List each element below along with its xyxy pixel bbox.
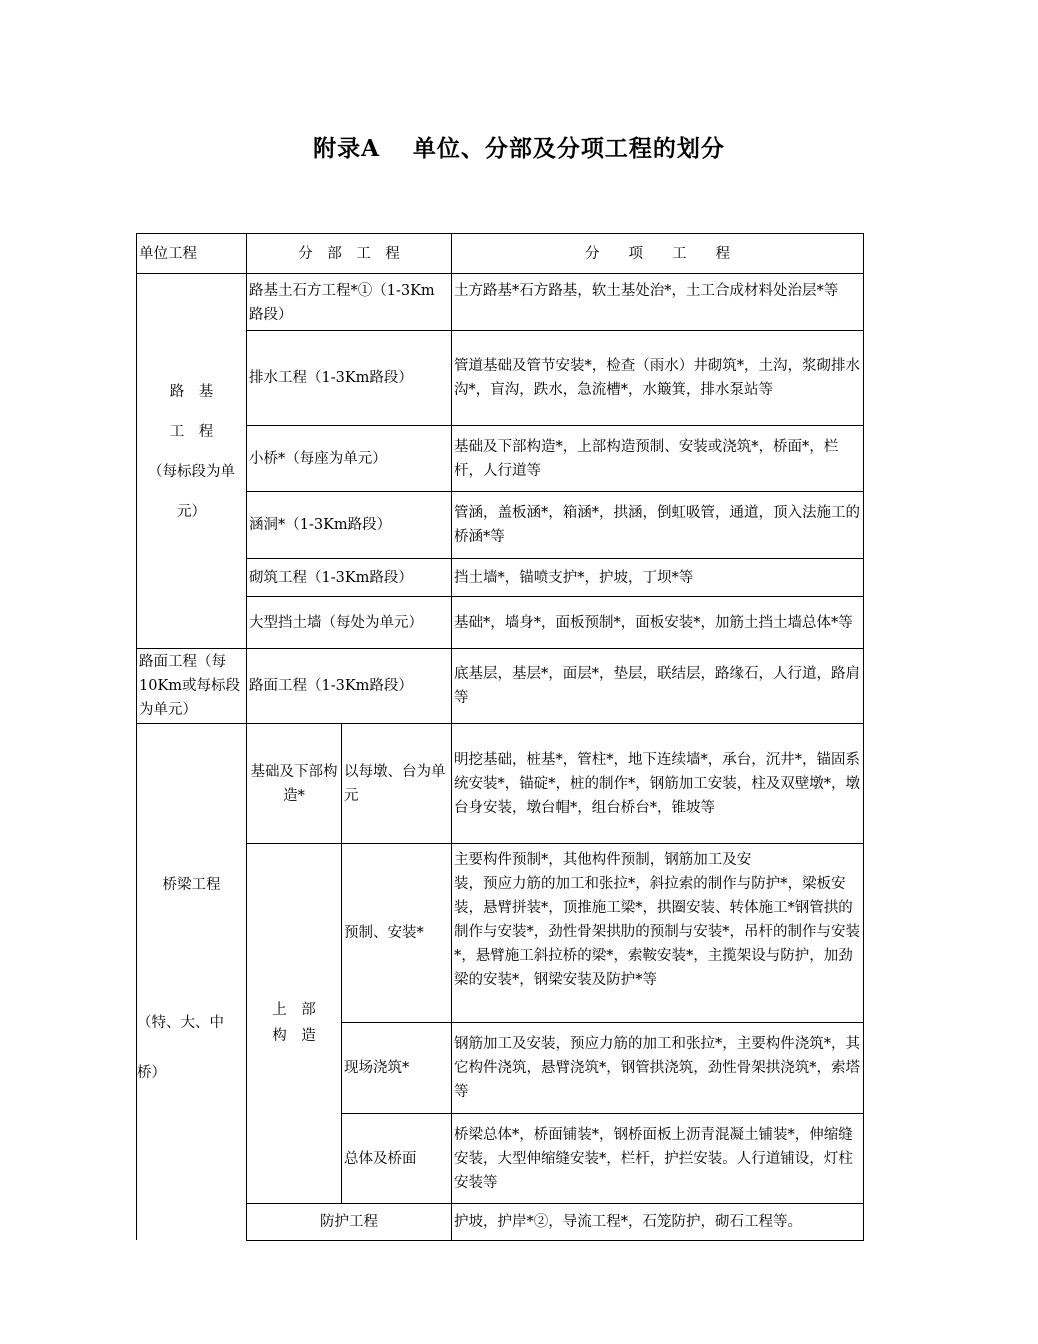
items-earthwork: 土方路基*石方路基，软土基处治*，土工合成材料处治层*等: [454, 283, 839, 299]
items-foundation: 明挖基础，桩基*，管柱*，地下连续墙*，承台，沉井*，锚固系统安装*，锚碇*，桩的制作*，钢筋加工安装，柱及双壁墩*，墩台身安装，墩台帽*，组台桥台*，锥坡等: [454, 751, 860, 816]
rule-right: [863, 233, 864, 1241]
division-masonry: 砌筑工程（1-3Km路段）: [249, 569, 413, 586]
rule-bottom: [246, 1240, 864, 1241]
header-item: 分 项 工 程: [585, 245, 730, 262]
items-masonry: 挡土墙*，锚喷支护*，护坡，丁坝*等: [454, 569, 694, 586]
division-earthwork: 路基土石方工程*①（1-3Km路段）: [249, 283, 435, 323]
unit-pavement: 路面工程（每10Km或每标段为单元）: [139, 654, 241, 718]
items-drainage: 管道基础及管节安装*，检查（雨水）井砌筑*，土沟，浆砌排水沟*，盲沟，跌水，急流槽*，水簸箕，排水泵站等: [454, 358, 860, 398]
items-deck: 桥梁总体*，桥面铺装*，钢桥面板上沥青混凝土铺装*，伸缩缝安装，大型伸缩缝安装*，栏杆，护拦安装。人行道铺设，灯柱安装等: [454, 1126, 853, 1191]
unit-bridge: 桥梁工程: [162, 877, 221, 893]
sub-precast: 预制、安装*: [344, 925, 424, 941]
division-foundation: 基础及下部构造*: [250, 763, 338, 804]
rule: [246, 843, 864, 844]
sub-deck: 总体及桥面: [344, 1150, 417, 1167]
header-division: 分 部 工 程: [298, 245, 400, 262]
items-small-bridge: 基础及下部构造*，上部构造预制、安装或浇筑*，桥面*，栏杆，人行道等: [454, 438, 839, 479]
sub-cast-in-place: 现场浇筑*: [344, 1060, 410, 1076]
sub-foundation: 以每墩、台为单元: [344, 763, 446, 804]
division-retaining-wall: 大型挡土墙（每处为单元）: [249, 614, 423, 631]
division-protection: 防护工程: [320, 1214, 378, 1230]
page-title: 附录A 单位、分部及分项工程的划分: [313, 135, 725, 162]
items-cast-in-place: 钢筋加工及安装，预应力筋的加工和张拉*，主要构件浇筑*，其它构件浇筑，悬臂浇筑*，钢管拱浇筑，劲性骨架拱浇筑*，索塔等: [454, 1036, 860, 1100]
division-culvert: 涵洞*（1-3Km路段）: [249, 517, 392, 533]
items-pavement: 底基层，基层*，面层*，垫层，联结层，路缘石，人行道，路肩等: [454, 666, 860, 706]
division-drainage: 排水工程（1-3Km路段）: [249, 370, 413, 386]
unit-bridge-scope: （特、大、中 桥）: [137, 1015, 224, 1081]
items-protection: 护坡，护岸*②，导流工程*，石笼防护，砌石工程等。: [454, 1214, 802, 1230]
division-superstructure: 上 部 构 造: [272, 1002, 316, 1044]
items-precast: 主要构件预制*，其他构件预制，钢筋加工及安 装，预应力筋的加工和张拉*，斜拉索的制作与防护*，梁板安装，悬臂拼装*，顶推施工梁*，拱圈安装、转体施工*钢管拱的制作与安装*，劲性骨架拱肋的预制与安装*，吊杆的制作与安装*，悬臂施工斜拉桥的梁*，索鞍安装*，主揽架设与防护，加劲梁的安装*，钢梁安装及防护*等: [454, 852, 860, 988]
items-culvert: 管涵，盖板涵*，箱涵*，拱涵，倒虹吸管，通道，顶入法施工的桥涵*等: [454, 505, 860, 545]
items-retaining-wall: 基础*，墙身*，面板预制*，面板安装*，加筋土挡土墙总体*等: [454, 614, 853, 631]
division-pavement: 路面工程（1-3Km路段）: [249, 678, 413, 694]
unit-subgrade: 路 基 工 程 （每标段为单 元）: [148, 384, 235, 520]
division-small-bridge: 小桥*（每座为单元）: [249, 450, 387, 467]
header-unit: 单位工程: [139, 245, 197, 262]
